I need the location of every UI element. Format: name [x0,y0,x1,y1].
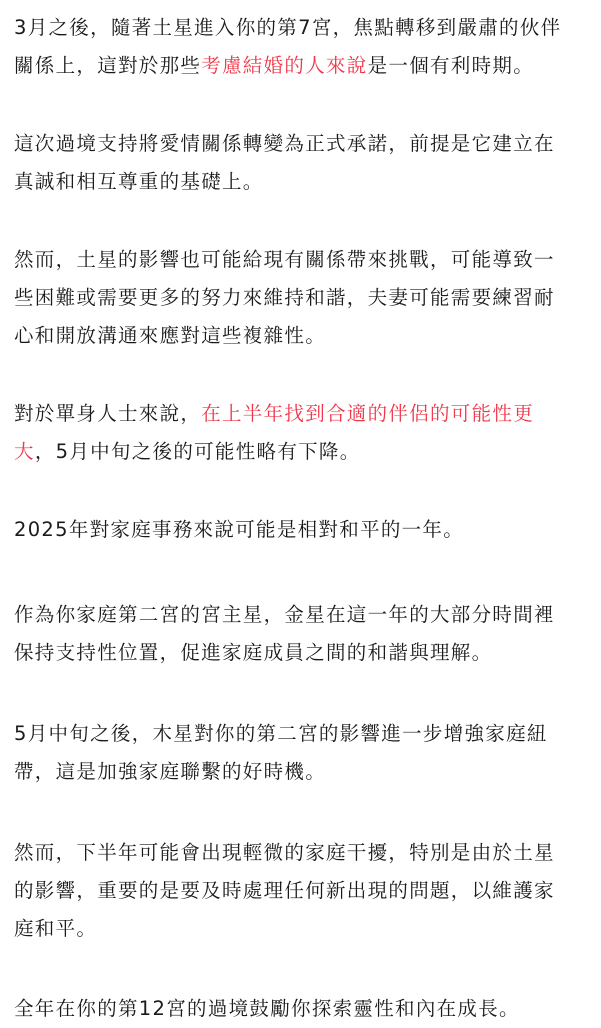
text-run: 然而，土星的影響也可能給現有關係帶來挑戰，可能導致一 [14,248,555,271]
text-run: 關係上，這對於那些 [14,54,202,77]
paragraph-singles [14,395,592,471]
paragraph-saturn-partnership [14,9,592,85]
highlighted-text: 在上半年找到合適的伴侶的可能性更 [201,402,535,425]
text-line [14,163,592,201]
text-line [14,715,592,753]
text-run: 保持支持性位置，促進家庭成員之間的和諧與理解。 [14,641,493,664]
text-line [14,433,592,471]
text-run: 庭和平。 [14,917,98,940]
text-line [14,753,592,791]
text-run: 對於單身人士來說， [14,402,202,425]
text-line [14,910,592,948]
text-run: 帶，這是加強家庭聯繫的好時機。 [14,760,327,783]
text-line [14,125,592,163]
text-run: 這次過境支持將愛情關係轉變為正式承諾，前提是它建立在 [14,132,555,155]
highlighted-text: 大 [14,440,35,463]
paragraph-venus-second-house [14,596,592,672]
text-run: 3月之後，隨著土星進入你的第7宮，焦點轉移到嚴肅的伙伴 [14,16,562,39]
paragraph-family-disturbance [14,834,592,948]
text-line [14,47,592,85]
text-run: ，5月中旬之後的可能性略有下降。 [34,440,361,463]
text-line [14,834,592,872]
text-line [14,395,592,433]
text-run: 真誠和相互尊重的基礎上。 [14,170,264,193]
text-run: 的影響，重要的是要及時處理任何新出現的問題，以維護家 [14,879,555,902]
text-line [14,279,592,317]
text-run: 些困難或需要更多的努力來維持和諧，夫妻可能需要練習耐 [14,286,555,309]
paragraph-commitment [14,125,592,201]
text-run: 心和開放溝通來應對這些複雜性。 [14,324,327,347]
text-run: 作為你家庭第二宮的宮主星，金星在這一年的大部分時間裡 [14,603,555,626]
text-line [14,990,592,1028]
text-line [14,317,592,355]
text-line [14,9,592,47]
text-line [14,596,592,634]
paragraph-twelfth-house [14,990,592,1028]
paragraph-jupiter-influence [14,715,592,791]
text-run: 全年在你的第12宮的過境鼓勵你探索靈性和內在成長。 [14,997,520,1020]
text-run: 是一個有利時期。 [367,54,535,77]
paragraph-relationship-challenges [14,241,592,355]
paragraph-family-year [14,511,592,549]
text-run: 然而，下半年可能會出現輕微的家庭干擾，特別是由於土星 [14,841,555,864]
highlighted-text: 考慮結婚的人來說 [201,54,368,77]
text-line [14,511,592,549]
text-line [14,872,592,910]
text-line [14,634,592,672]
text-line [14,241,592,279]
text-run: 2025年對家庭事務來說可能是相對和平的一年。 [14,518,465,541]
text-run: 5月中旬之後，木星對你的第二宮的影響進一步增強家庭紐 [14,722,548,745]
